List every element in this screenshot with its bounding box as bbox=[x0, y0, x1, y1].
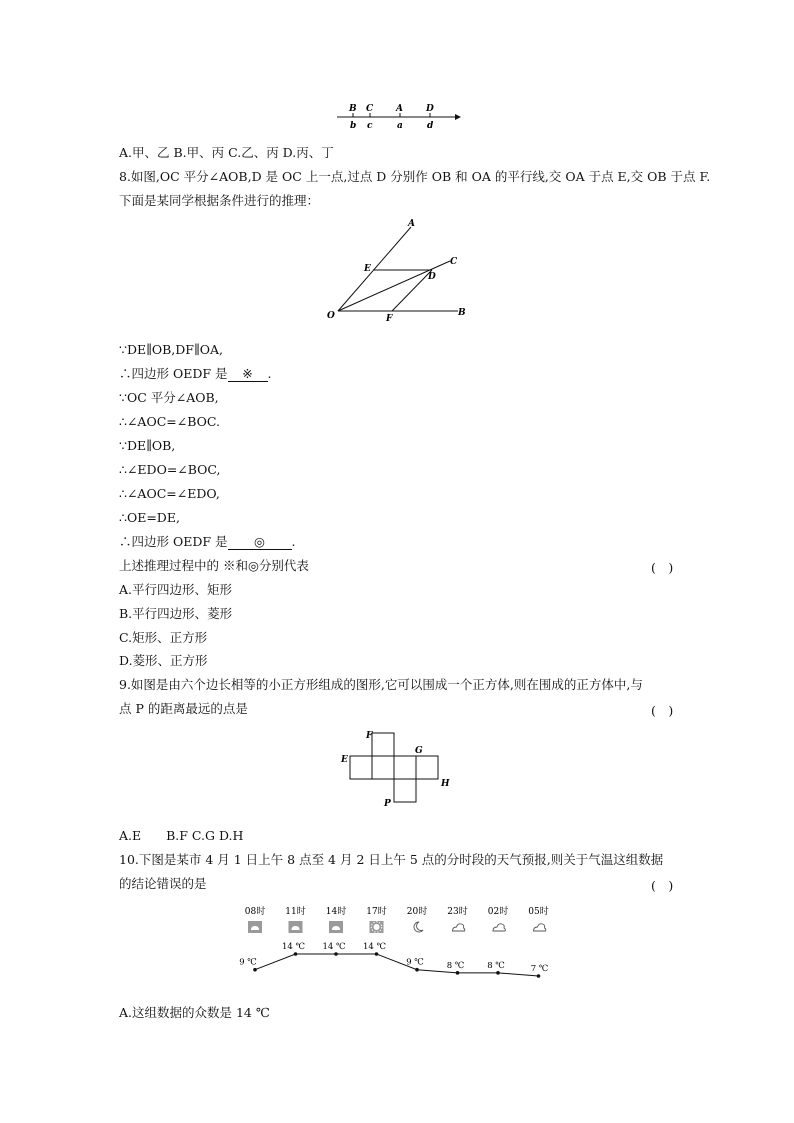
q8-label-f: F bbox=[386, 314, 393, 324]
q8-step-9-end: . bbox=[291, 534, 296, 549]
q9-options: A.E B.F C.G D.H bbox=[119, 828, 244, 843]
temperature-label: 9 ℃ bbox=[239, 957, 257, 968]
q8-label-o: O bbox=[327, 311, 335, 321]
q8-step-3: ∵OC 平分∠AOB, bbox=[119, 390, 219, 405]
q8-label-c: C bbox=[450, 257, 458, 267]
q10-stem-line2: 的结论错误的是 bbox=[119, 876, 207, 891]
q7-options: A.甲、乙 B.甲、丙 C.乙、丙 D.丙、丁 bbox=[119, 145, 334, 160]
q8-parallelogram-figure bbox=[320, 215, 480, 327]
q8-option-b: B.平行四边形、菱形 bbox=[119, 606, 233, 621]
q10-time-label: 17时 bbox=[366, 907, 387, 917]
q8-label-a: A bbox=[408, 219, 415, 229]
q8-step-9-text: ∴四边形 OEDF 是 bbox=[119, 534, 228, 549]
q8-step-5: ∵DE∥OB, bbox=[119, 438, 176, 453]
q8-option-c: C.矩形、正方形 bbox=[119, 630, 208, 645]
temperature-label: 7 ℃ bbox=[530, 964, 549, 974]
q8-label-d: D bbox=[428, 272, 436, 282]
number-line-label-upper-c: C bbox=[366, 104, 374, 114]
number-line-label-lower-a: a bbox=[397, 121, 403, 131]
q8-stem-line1: 8.如图,OC 平分∠AOB,D 是 OC 上一点,过点 D 分别作 OB 和 OA 的平行线,交 OA 于点 E,交 OB 于点 F. bbox=[119, 169, 711, 184]
q9-label-f: F bbox=[366, 731, 373, 741]
temperature-point bbox=[253, 968, 257, 972]
temperature-label: 9 ℃ bbox=[406, 957, 424, 968]
q8-stem-line2: 下面是某同学根据条件进行的推理： bbox=[119, 193, 320, 208]
q8-option-d: D.菱形、正方形 bbox=[119, 653, 208, 668]
number-line-label-lower-b: b bbox=[350, 121, 357, 131]
q10-time-label: 11时 bbox=[285, 907, 306, 917]
q8-blank-1: ※ bbox=[228, 367, 268, 382]
q8-step-2 bbox=[119, 366, 272, 382]
q8-step-9 bbox=[119, 534, 296, 550]
temperature-point bbox=[537, 974, 541, 978]
number-line-label-upper-b: B bbox=[349, 104, 357, 114]
q10-time-label: 02时 bbox=[487, 907, 509, 917]
q8-option-a: A.平行四边形、矩形 bbox=[119, 582, 233, 597]
q10-time-label: 20时 bbox=[406, 907, 428, 917]
q9-label-e: E bbox=[341, 755, 348, 765]
cloudy-icon bbox=[289, 921, 303, 933]
q8-step-4: ∴∠AOC=∠BOC. bbox=[119, 414, 220, 429]
q10-weather-forecast-figure bbox=[238, 900, 558, 986]
q8-blank-2: ◎ bbox=[228, 535, 292, 550]
temperature-label: 8 ℃ bbox=[487, 960, 505, 971]
q9-label-p: P bbox=[384, 799, 391, 809]
sunny-icon bbox=[370, 921, 384, 933]
temperature-label: 8 ℃ bbox=[446, 960, 465, 971]
temperature-point bbox=[456, 971, 460, 975]
temperature-point bbox=[334, 952, 338, 956]
q8-step-8: ∴OE=DE, bbox=[119, 510, 180, 525]
q10-time-label: 08时 bbox=[244, 907, 266, 917]
q10-option-a: A.这组数据的众数是 14 ℃ bbox=[119, 1005, 270, 1020]
number-line-figure bbox=[333, 100, 463, 132]
q9-answer-paren: ( ) bbox=[651, 703, 674, 718]
q10-time-label: 14时 bbox=[325, 907, 347, 917]
q9-label-h: H bbox=[441, 779, 450, 789]
q9-stem-line1: 9.如图是由六个边长相等的小正方形组成的图形,它可以围成一个正方体,则在围成的正方体中,与 bbox=[119, 677, 643, 692]
q10-time-label: 05时 bbox=[528, 907, 549, 917]
temperature-label: 14 ℃ bbox=[362, 942, 387, 952]
q10-stem-line1: 10.下图是某市 4 月 1 日上午 8 点至 4 月 2 日上午 5 点的分时段的天气预报,则关于气温这组数据 bbox=[119, 852, 664, 867]
q8-step-6: ∴∠EDO=∠BOC, bbox=[119, 462, 221, 477]
q9-stem-line2: 点 P 的距离最远的点是 bbox=[119, 701, 248, 716]
temperature-label: 14 ℃ bbox=[281, 942, 306, 952]
q8-step-7: ∴∠AOC=∠EDO, bbox=[119, 486, 220, 501]
q10-time-label: 23时 bbox=[447, 907, 468, 917]
q8-step-2-end: . bbox=[267, 366, 272, 381]
q8-answer-paren: ( ) bbox=[651, 560, 674, 575]
number-line-label-lower-c: c bbox=[367, 121, 373, 131]
q8-label-b: B bbox=[458, 308, 466, 318]
partly-cloudy-night-icon bbox=[453, 924, 465, 931]
number-line-label-lower-d: d bbox=[427, 121, 434, 131]
q8-question: 上述推理过程中的 ※和◎分别代表 bbox=[119, 558, 309, 573]
moon-icon bbox=[414, 922, 423, 932]
partly-cloudy-night-icon bbox=[493, 924, 505, 931]
temperature-label: 14 ℃ bbox=[322, 942, 346, 952]
q8-step-1: ∵DE∥OB,DF∥OA, bbox=[119, 342, 223, 357]
q9-cube-net-figure bbox=[338, 727, 458, 809]
temperature-point bbox=[294, 952, 298, 956]
temperature-point bbox=[496, 971, 500, 975]
number-line-label-upper-d: D bbox=[426, 104, 434, 114]
temperature-point bbox=[375, 952, 379, 956]
q8-step-2-text: ∴四边形 OEDF 是 bbox=[119, 366, 228, 381]
q8-label-e: E bbox=[364, 264, 371, 274]
cloudy-icon bbox=[248, 921, 262, 933]
q10-answer-paren: ( ) bbox=[651, 878, 674, 893]
number-line-label-upper-a: A bbox=[396, 104, 403, 114]
cloudy-icon bbox=[329, 921, 343, 933]
q9-label-g: G bbox=[415, 746, 423, 756]
partly-cloudy-night-icon bbox=[534, 924, 546, 931]
temperature-point bbox=[415, 968, 419, 972]
